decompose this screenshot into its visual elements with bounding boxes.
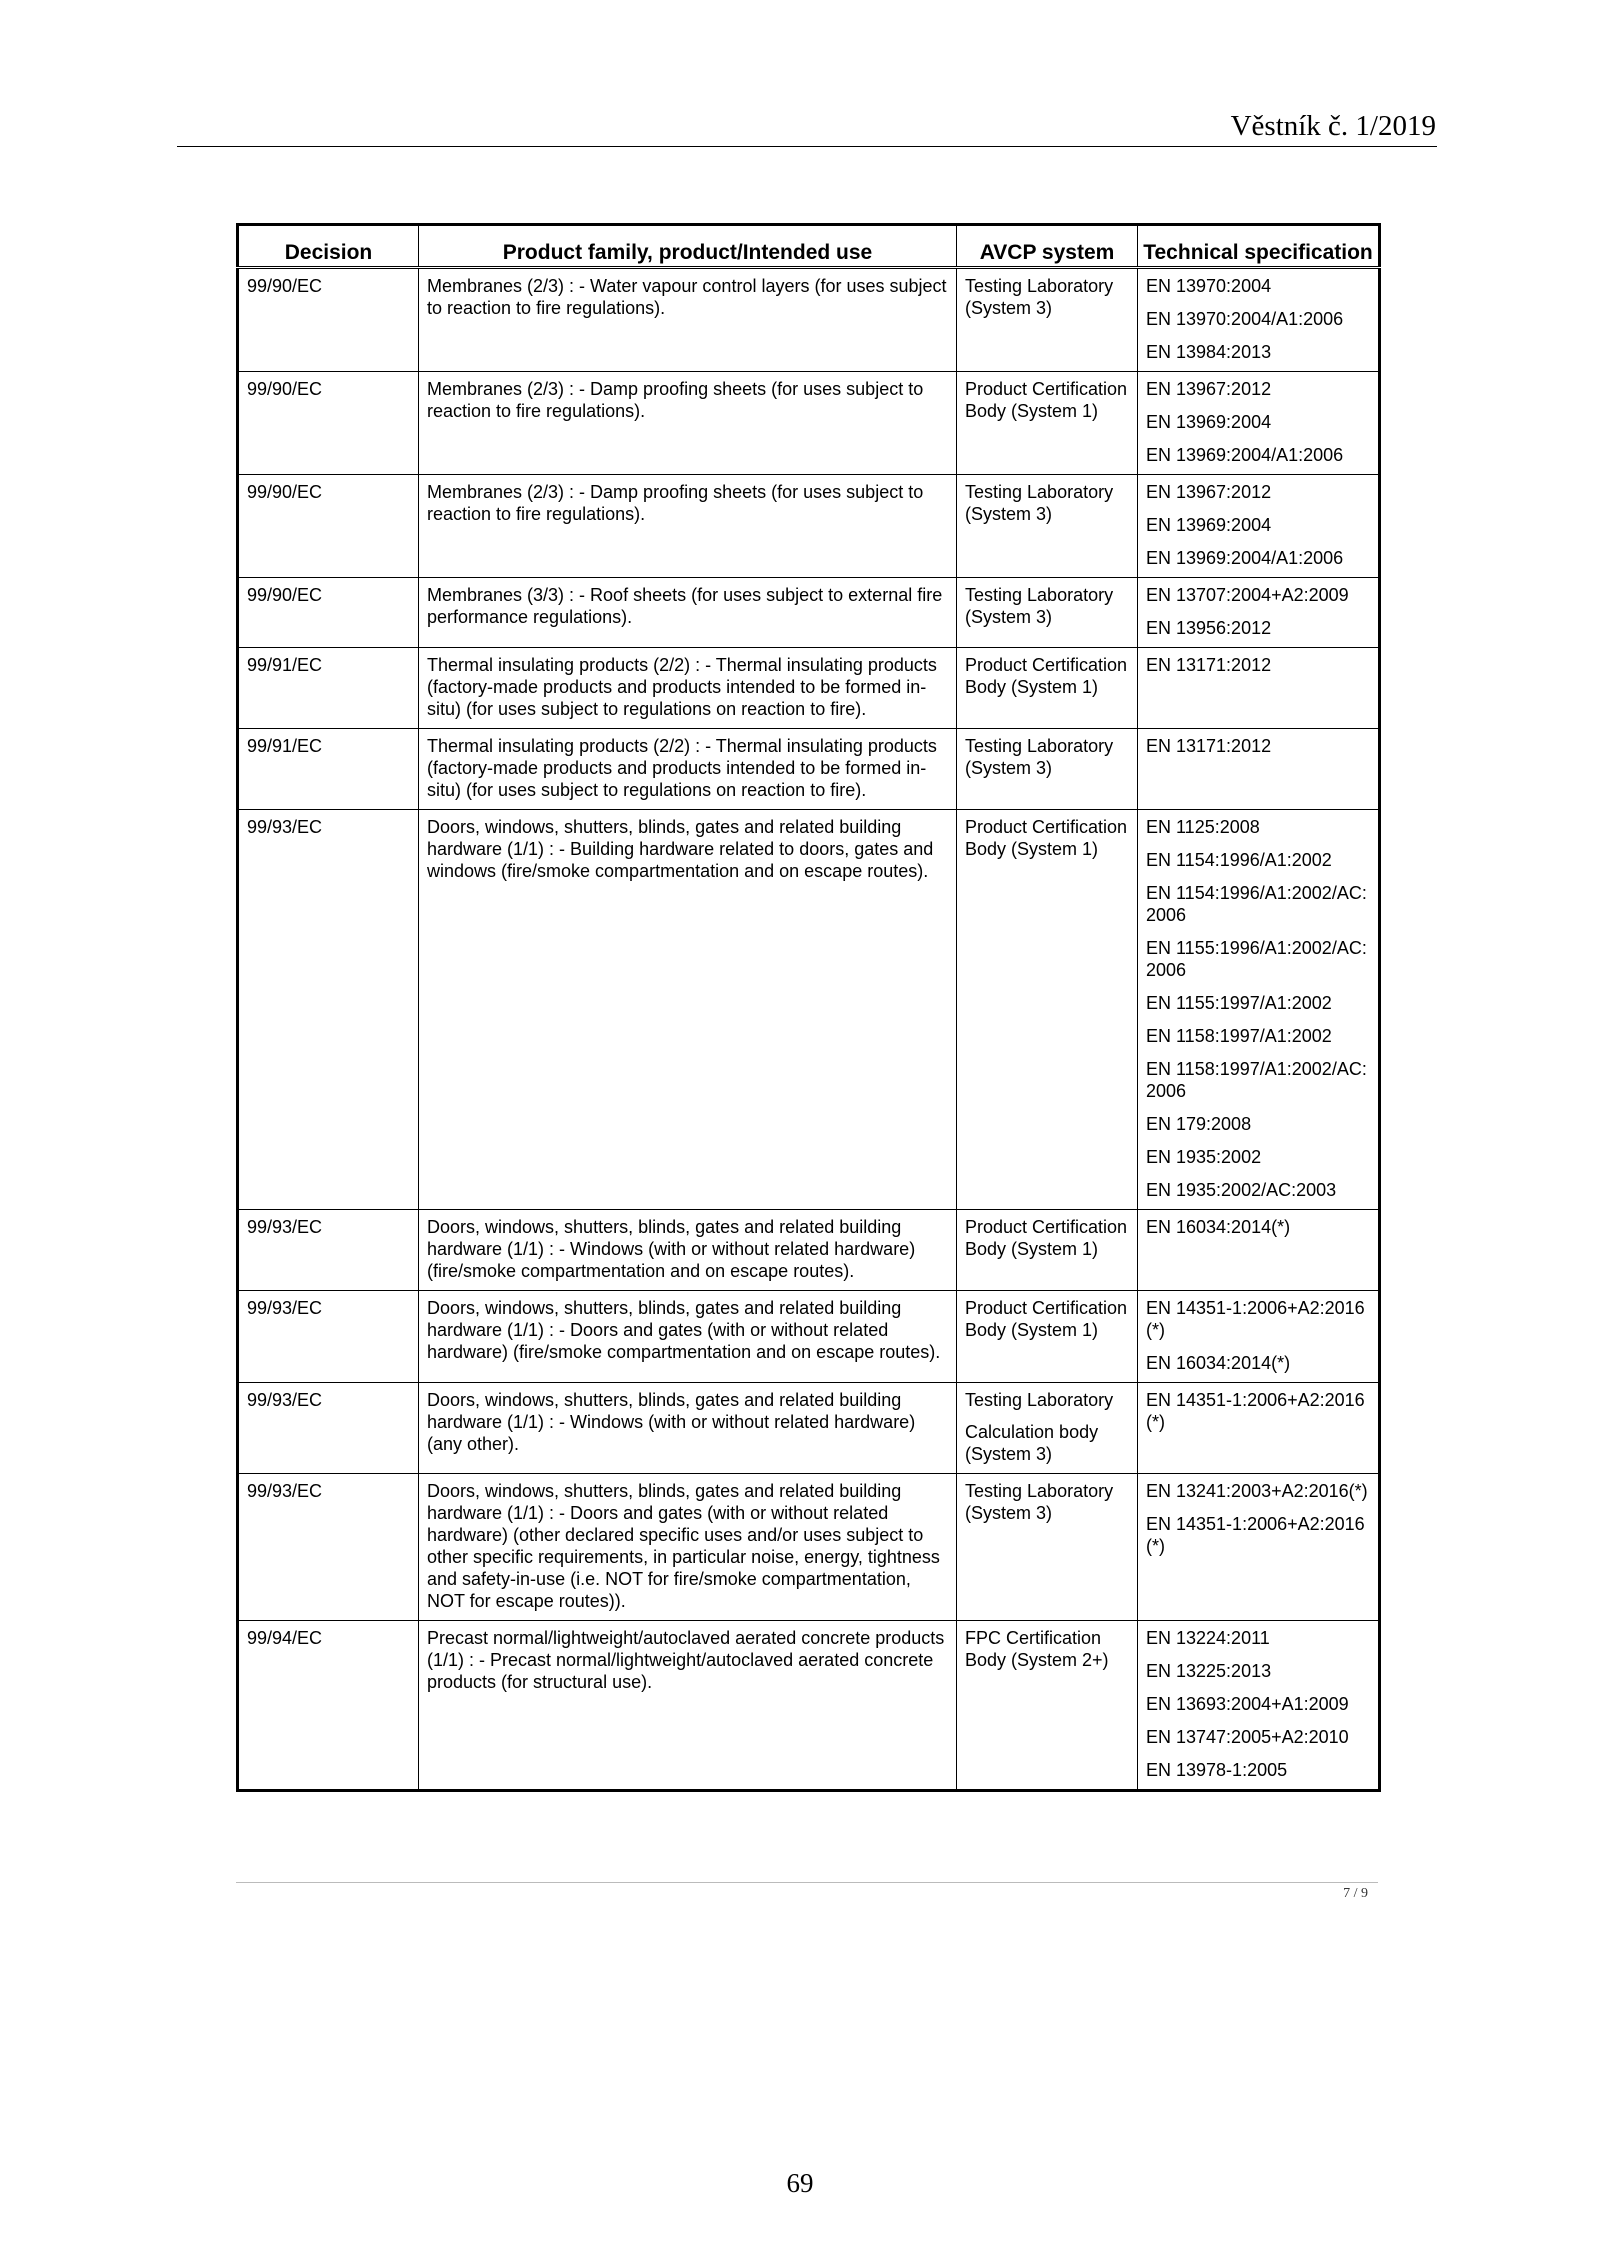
table-row xyxy=(238,475,1380,578)
avcp-cell xyxy=(957,1210,1138,1291)
avcp-system: Testing Laboratory (System 3) xyxy=(965,276,1114,318)
spec-cell xyxy=(1138,1210,1380,1291)
table-row xyxy=(238,648,1380,729)
footer-page-of: 7 / 9 xyxy=(1343,1886,1368,1901)
column-header-decision: Decision xyxy=(238,225,419,268)
technical-specification: EN 1935:2002/AC:2003 xyxy=(1146,1180,1337,1200)
table-row xyxy=(238,1474,1380,1621)
technical-specification: EN 13969:2004 xyxy=(1146,412,1272,432)
technical-specification: EN 14351-1:2006+A2:2016(*) xyxy=(1146,1514,1365,1556)
decision-cell: 99/94/EC xyxy=(238,1621,419,1791)
product-cell: Doors, windows, shutters, blinds, gates and related building hardware (1/1) : - Building hardware related to doors, gates and windows (fire/smoke compartmentation and on escape routes). xyxy=(419,810,957,1210)
decision-cell: 99/90/EC xyxy=(238,268,419,372)
avcp-system: Product Certification Body (System 1) xyxy=(965,1217,1128,1259)
technical-specification: EN 13967:2012 xyxy=(1146,482,1272,502)
technical-specification: EN 13707:2004+A2:2009 xyxy=(1146,585,1349,605)
spec-cell xyxy=(1138,1474,1380,1621)
technical-specification: EN 13984:2013 xyxy=(1146,342,1272,362)
column-header-avcp: AVCP system xyxy=(957,225,1138,268)
product-cell: Doors, windows, shutters, blinds, gates and related building hardware (1/1) : - Doors and gates (with or without related hardware) (fire/smoke compartmentation and on escape routes). xyxy=(419,1291,957,1383)
technical-specification: EN 13956:2012 xyxy=(1146,618,1272,638)
avcp-system: Testing Laboratory (System 3) xyxy=(965,1481,1114,1523)
avcp-cell xyxy=(957,1383,1138,1474)
journal-title: Věstník č. 1/2019 xyxy=(1230,110,1436,142)
footer-rule xyxy=(236,1882,1378,1883)
table-row xyxy=(238,810,1380,1210)
avcp-system: Calculation body (System 3) xyxy=(965,1422,1099,1464)
technical-specification: EN 14351-1:2006+A2:2016(*) xyxy=(1146,1390,1365,1432)
technical-specification: EN 13969:2004 xyxy=(1146,515,1272,535)
product-cell: Thermal insulating products (2/2) : - Thermal insulating products (factory-made products and products intended to be formed in-situ) (for uses subject to regulations on reaction to fire). xyxy=(419,648,957,729)
avcp-system: Testing Laboratory (System 3) xyxy=(965,585,1114,627)
technical-specification: EN 13171:2012 xyxy=(1146,736,1272,756)
table-row xyxy=(238,1291,1380,1383)
decision-cell: 99/90/EC xyxy=(238,372,419,475)
spec-cell xyxy=(1138,578,1380,648)
technical-specification: EN 1154:1996/A1:2002/AC:2006 xyxy=(1146,883,1367,925)
product-cell: Thermal insulating products (2/2) : - Thermal insulating products (factory-made products and products intended to be formed in-situ) (for uses subject to regulations on reaction to fire). xyxy=(419,729,957,810)
spec-cell xyxy=(1138,475,1380,578)
decision-cell: 99/90/EC xyxy=(238,475,419,578)
avcp-cell xyxy=(957,372,1138,475)
technical-specification: EN 13967:2012 xyxy=(1146,379,1272,399)
decision-cell: 99/93/EC xyxy=(238,810,419,1210)
product-cell: Membranes (2/3) : - Damp proofing sheets (for uses subject to reaction to fire regulations). xyxy=(419,475,957,578)
technical-specification: EN 13747:2005+A2:2010 xyxy=(1146,1727,1349,1747)
avcp-cell xyxy=(957,729,1138,810)
technical-specification: EN 1154:1996/A1:2002 xyxy=(1146,850,1332,870)
spec-cell xyxy=(1138,372,1380,475)
avcp-cell xyxy=(957,268,1138,372)
technical-specification: EN 13224:2011 xyxy=(1146,1628,1270,1648)
spec-cell xyxy=(1138,1291,1380,1383)
technical-specification: EN 16034:2014(*) xyxy=(1146,1353,1291,1373)
product-cell: Doors, windows, shutters, blinds, gates and related building hardware (1/1) : - Doors and gates (with or without related hardware) (other declared specific uses and/or uses subject to other specific requirements, in particular noise, energy, tightness and safety-in-use (i.e. NOT for fire/smoke compartmentation, NOT for escape routes)). xyxy=(419,1474,957,1621)
technical-specification: EN 13970:2004 xyxy=(1146,276,1272,296)
avcp-system: Testing Laboratory xyxy=(965,1390,1114,1410)
page-number: 69 xyxy=(786,2168,814,2198)
table-row xyxy=(238,729,1380,810)
technical-specification: EN 13969:2004/A1:2006 xyxy=(1146,548,1344,568)
product-cell: Membranes (3/3) : - Roof sheets (for uses subject to external fire performance regulations). xyxy=(419,578,957,648)
decision-cell: 99/93/EC xyxy=(238,1210,419,1291)
product-cell: Membranes (2/3) : - Water vapour control layers (for uses subject to reaction to fire regulations). xyxy=(419,268,957,372)
decision-cell: 99/90/EC xyxy=(238,578,419,648)
table-row xyxy=(238,268,1380,372)
product-cell: Membranes (2/3) : - Damp proofing sheets (for uses subject to reaction to fire regulations). xyxy=(419,372,957,475)
avcp-system: Product Certification Body (System 1) xyxy=(965,379,1128,421)
avcp-system: Product Certification Body (System 1) xyxy=(965,1298,1128,1340)
table-row xyxy=(238,578,1380,648)
technical-specification: EN 14351-1:2006+A2:2016(*) xyxy=(1146,1298,1365,1340)
technical-specification: EN 1158:1997/A1:2002/AC:2006 xyxy=(1146,1059,1367,1101)
decision-cell: 99/93/EC xyxy=(238,1291,419,1383)
technical-specification: EN 1158:1997/A1:2002 xyxy=(1146,1026,1332,1046)
avcp-system: Testing Laboratory (System 3) xyxy=(965,736,1114,778)
avcp-cell xyxy=(957,648,1138,729)
spec-cell xyxy=(1138,648,1380,729)
table-row xyxy=(238,372,1380,475)
spec-cell xyxy=(1138,729,1380,810)
technical-specification: EN 13225:2013 xyxy=(1146,1661,1272,1681)
product-cell: Precast normal/lightweight/autoclaved aerated concrete products (1/1) : - Precast normal/lightweight/autoclaved aerated concrete products (for structural use). xyxy=(419,1621,957,1791)
avcp-cell xyxy=(957,1291,1138,1383)
decision-cell: 99/93/EC xyxy=(238,1383,419,1474)
technical-specification: EN 16034:2014(*) xyxy=(1146,1217,1291,1237)
spec-cell xyxy=(1138,810,1380,1210)
table-header-row xyxy=(238,225,1380,268)
avcp-system: Product Certification Body (System 1) xyxy=(965,655,1128,697)
column-header-product: Product family, product/Intended use xyxy=(419,225,957,268)
spec-cell xyxy=(1138,1383,1380,1474)
spec-cell xyxy=(1138,1621,1380,1791)
technical-specification: EN 179:2008 xyxy=(1146,1114,1252,1134)
technical-specification: EN 1935:2002 xyxy=(1146,1147,1262,1167)
table-row xyxy=(238,1383,1380,1474)
decision-cell: 99/91/EC xyxy=(238,648,419,729)
avcp-cell xyxy=(957,1621,1138,1791)
column-header-spec: Technical specification xyxy=(1138,225,1380,268)
header-rule xyxy=(177,146,1437,147)
avcp-cell xyxy=(957,810,1138,1210)
specification-table xyxy=(236,223,1381,1792)
technical-specification: EN 13978-1:2005 xyxy=(1146,1760,1288,1780)
avcp-cell xyxy=(957,475,1138,578)
product-cell: Doors, windows, shutters, blinds, gates and related building hardware (1/1) : - Windows (with or without related hardware) (any other). xyxy=(419,1383,957,1474)
technical-specification: EN 13969:2004/A1:2006 xyxy=(1146,445,1344,465)
product-cell: Doors, windows, shutters, blinds, gates and related building hardware (1/1) : - Windows (with or without related hardware) (fire/smoke compartmentation and on escape routes). xyxy=(419,1210,957,1291)
decision-cell: 99/91/EC xyxy=(238,729,419,810)
technical-specification: EN 1125:2008 xyxy=(1146,817,1260,837)
technical-specification: EN 13171:2012 xyxy=(1146,655,1272,675)
spec-cell xyxy=(1138,268,1380,372)
technical-specification: EN 13693:2004+A1:2009 xyxy=(1146,1694,1349,1714)
avcp-cell xyxy=(957,578,1138,648)
avcp-system: Testing Laboratory (System 3) xyxy=(965,482,1114,524)
avcp-system: FPC Certification Body (System 2+) xyxy=(965,1628,1109,1670)
table-body xyxy=(238,268,1380,1791)
table-row xyxy=(238,1210,1380,1291)
technical-specification: EN 1155:1996/A1:2002/AC:2006 xyxy=(1146,938,1367,980)
table-row xyxy=(238,1621,1380,1791)
technical-specification: EN 13241:2003+A2:2016(*) xyxy=(1146,1481,1368,1501)
technical-specification: EN 1155:1997/A1:2002 xyxy=(1146,993,1332,1013)
avcp-cell xyxy=(957,1474,1138,1621)
technical-specification: EN 13970:2004/A1:2006 xyxy=(1146,309,1344,329)
avcp-system: Product Certification Body (System 1) xyxy=(965,817,1128,859)
decision-cell: 99/93/EC xyxy=(238,1474,419,1621)
